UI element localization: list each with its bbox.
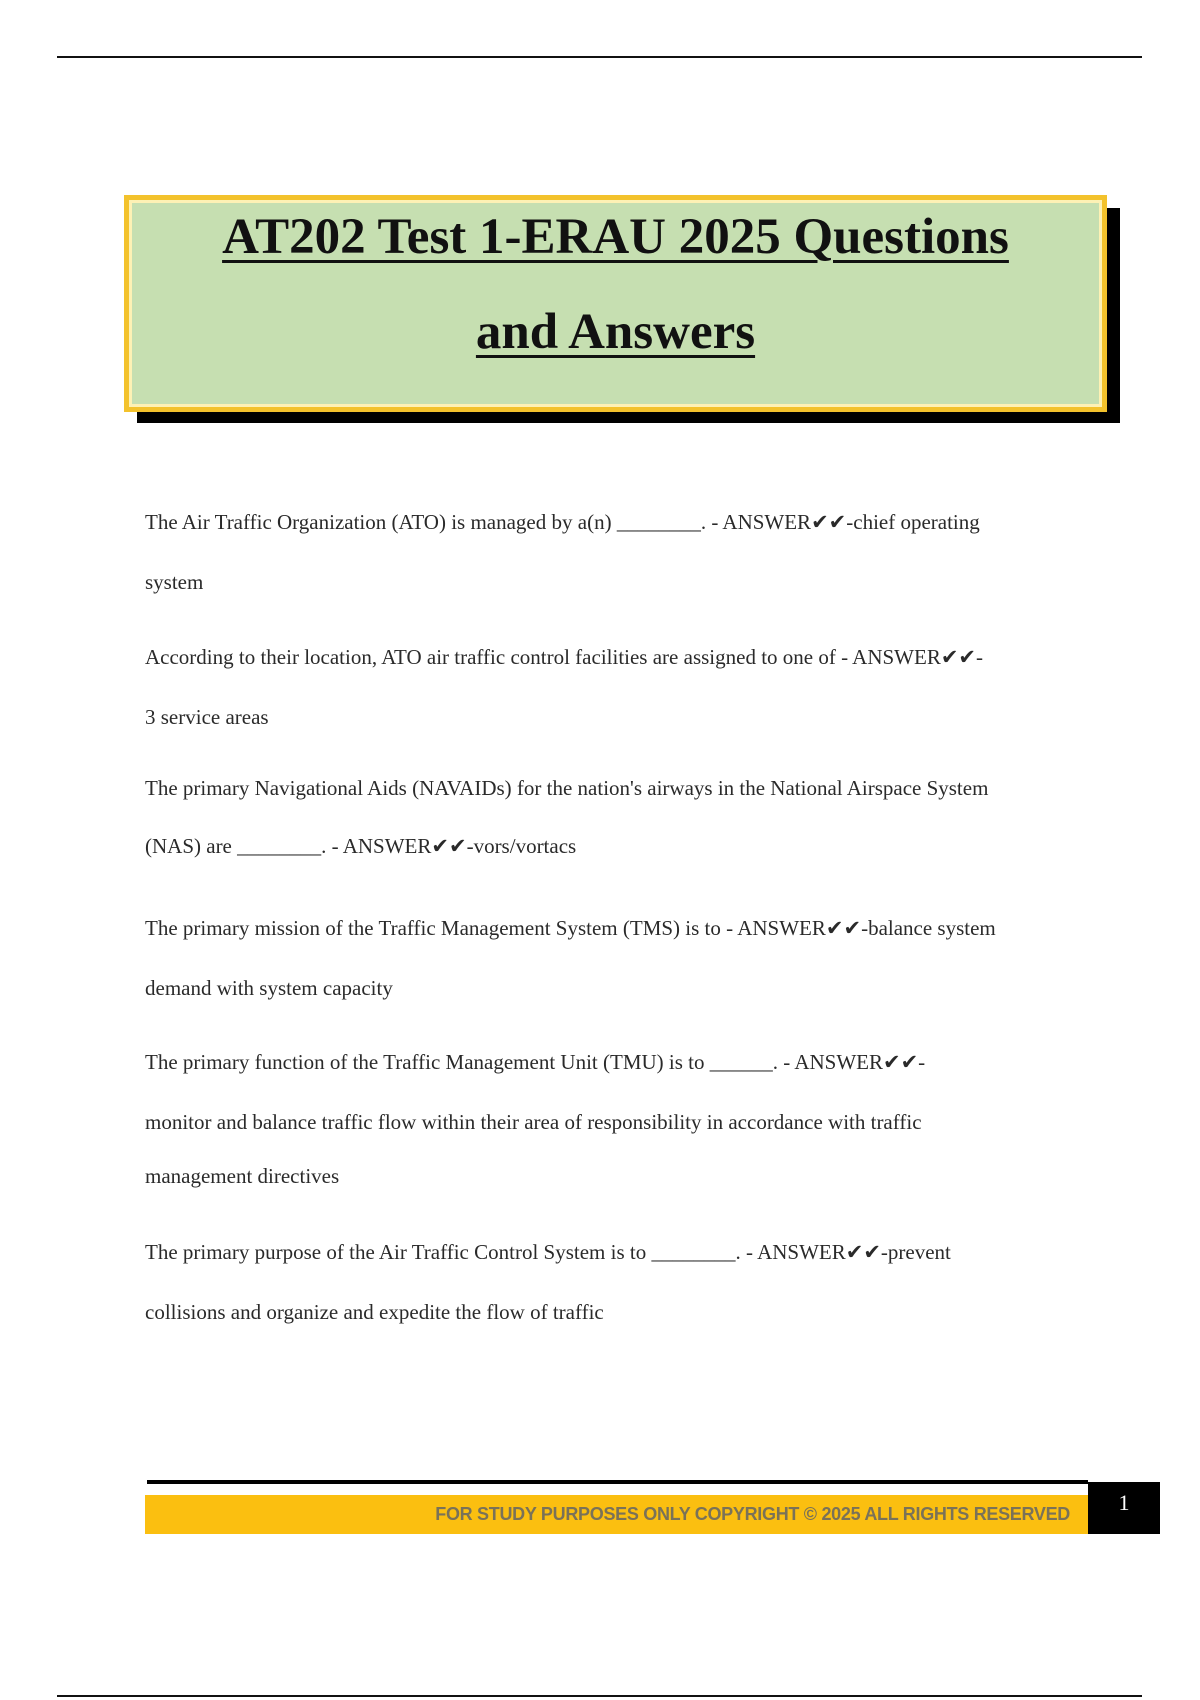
question-text: collisions and organize and expedite the flow of traffic [145, 1300, 604, 1324]
question-text: system [145, 570, 204, 594]
footer-copyright: FOR STUDY PURPOSES ONLY COPYRIGHT © 2025 ALL RIGHTS RESERVED [435, 1504, 1070, 1524]
title-line-2: and Answers [475, 304, 756, 360]
question-text: 3 service areas [145, 705, 269, 729]
question-text: management directives [145, 1164, 340, 1188]
question-2 [145, 627, 1095, 747]
question-text: The Air Traffic Organization (ATO) is managed by a(n) ________. - ANSWER✔✔-chief operating [145, 510, 980, 534]
page-number: 1 [1088, 1482, 1160, 1534]
question-text: monitor and balance traffic flow within their area of responsibility in accordance with traffic [145, 1110, 922, 1134]
title-line-1: AT202 Test 1-ERAU 2025 Questions [222, 209, 1009, 265]
question-6 [145, 1222, 1095, 1342]
question-text: The primary mission of the Traffic Management System (TMS) is to - ANSWER✔✔-balance system [145, 916, 996, 940]
question-1 [145, 492, 1095, 612]
question-3 [145, 758, 1095, 876]
footer-bar [145, 1495, 1088, 1534]
footer-rule [147, 1480, 1088, 1484]
question-4 [145, 898, 1095, 1018]
question-text: The primary Navigational Aids (NAVAIDs) for the nation's airways in the National Airspace System [145, 776, 989, 800]
title-box [124, 195, 1107, 412]
top-rule [57, 56, 1142, 58]
question-text: The primary function of the Traffic Management Unit (TMU) is to ______. - ANSWER✔✔- [145, 1050, 926, 1074]
question-text: The primary purpose of the Air Traffic Control System is to ________. - ANSWER✔✔-prevent [145, 1240, 951, 1264]
question-text: demand with system capacity [145, 976, 393, 1000]
question-text: According to their location, ATO air traffic control facilities are assigned to one of - ANSWER✔✔- [145, 645, 984, 669]
question-5 [145, 1032, 1095, 1206]
bottom-rule [57, 1695, 1142, 1697]
question-text: (NAS) are ________. - ANSWER✔✔-vors/vortacs [145, 834, 577, 858]
